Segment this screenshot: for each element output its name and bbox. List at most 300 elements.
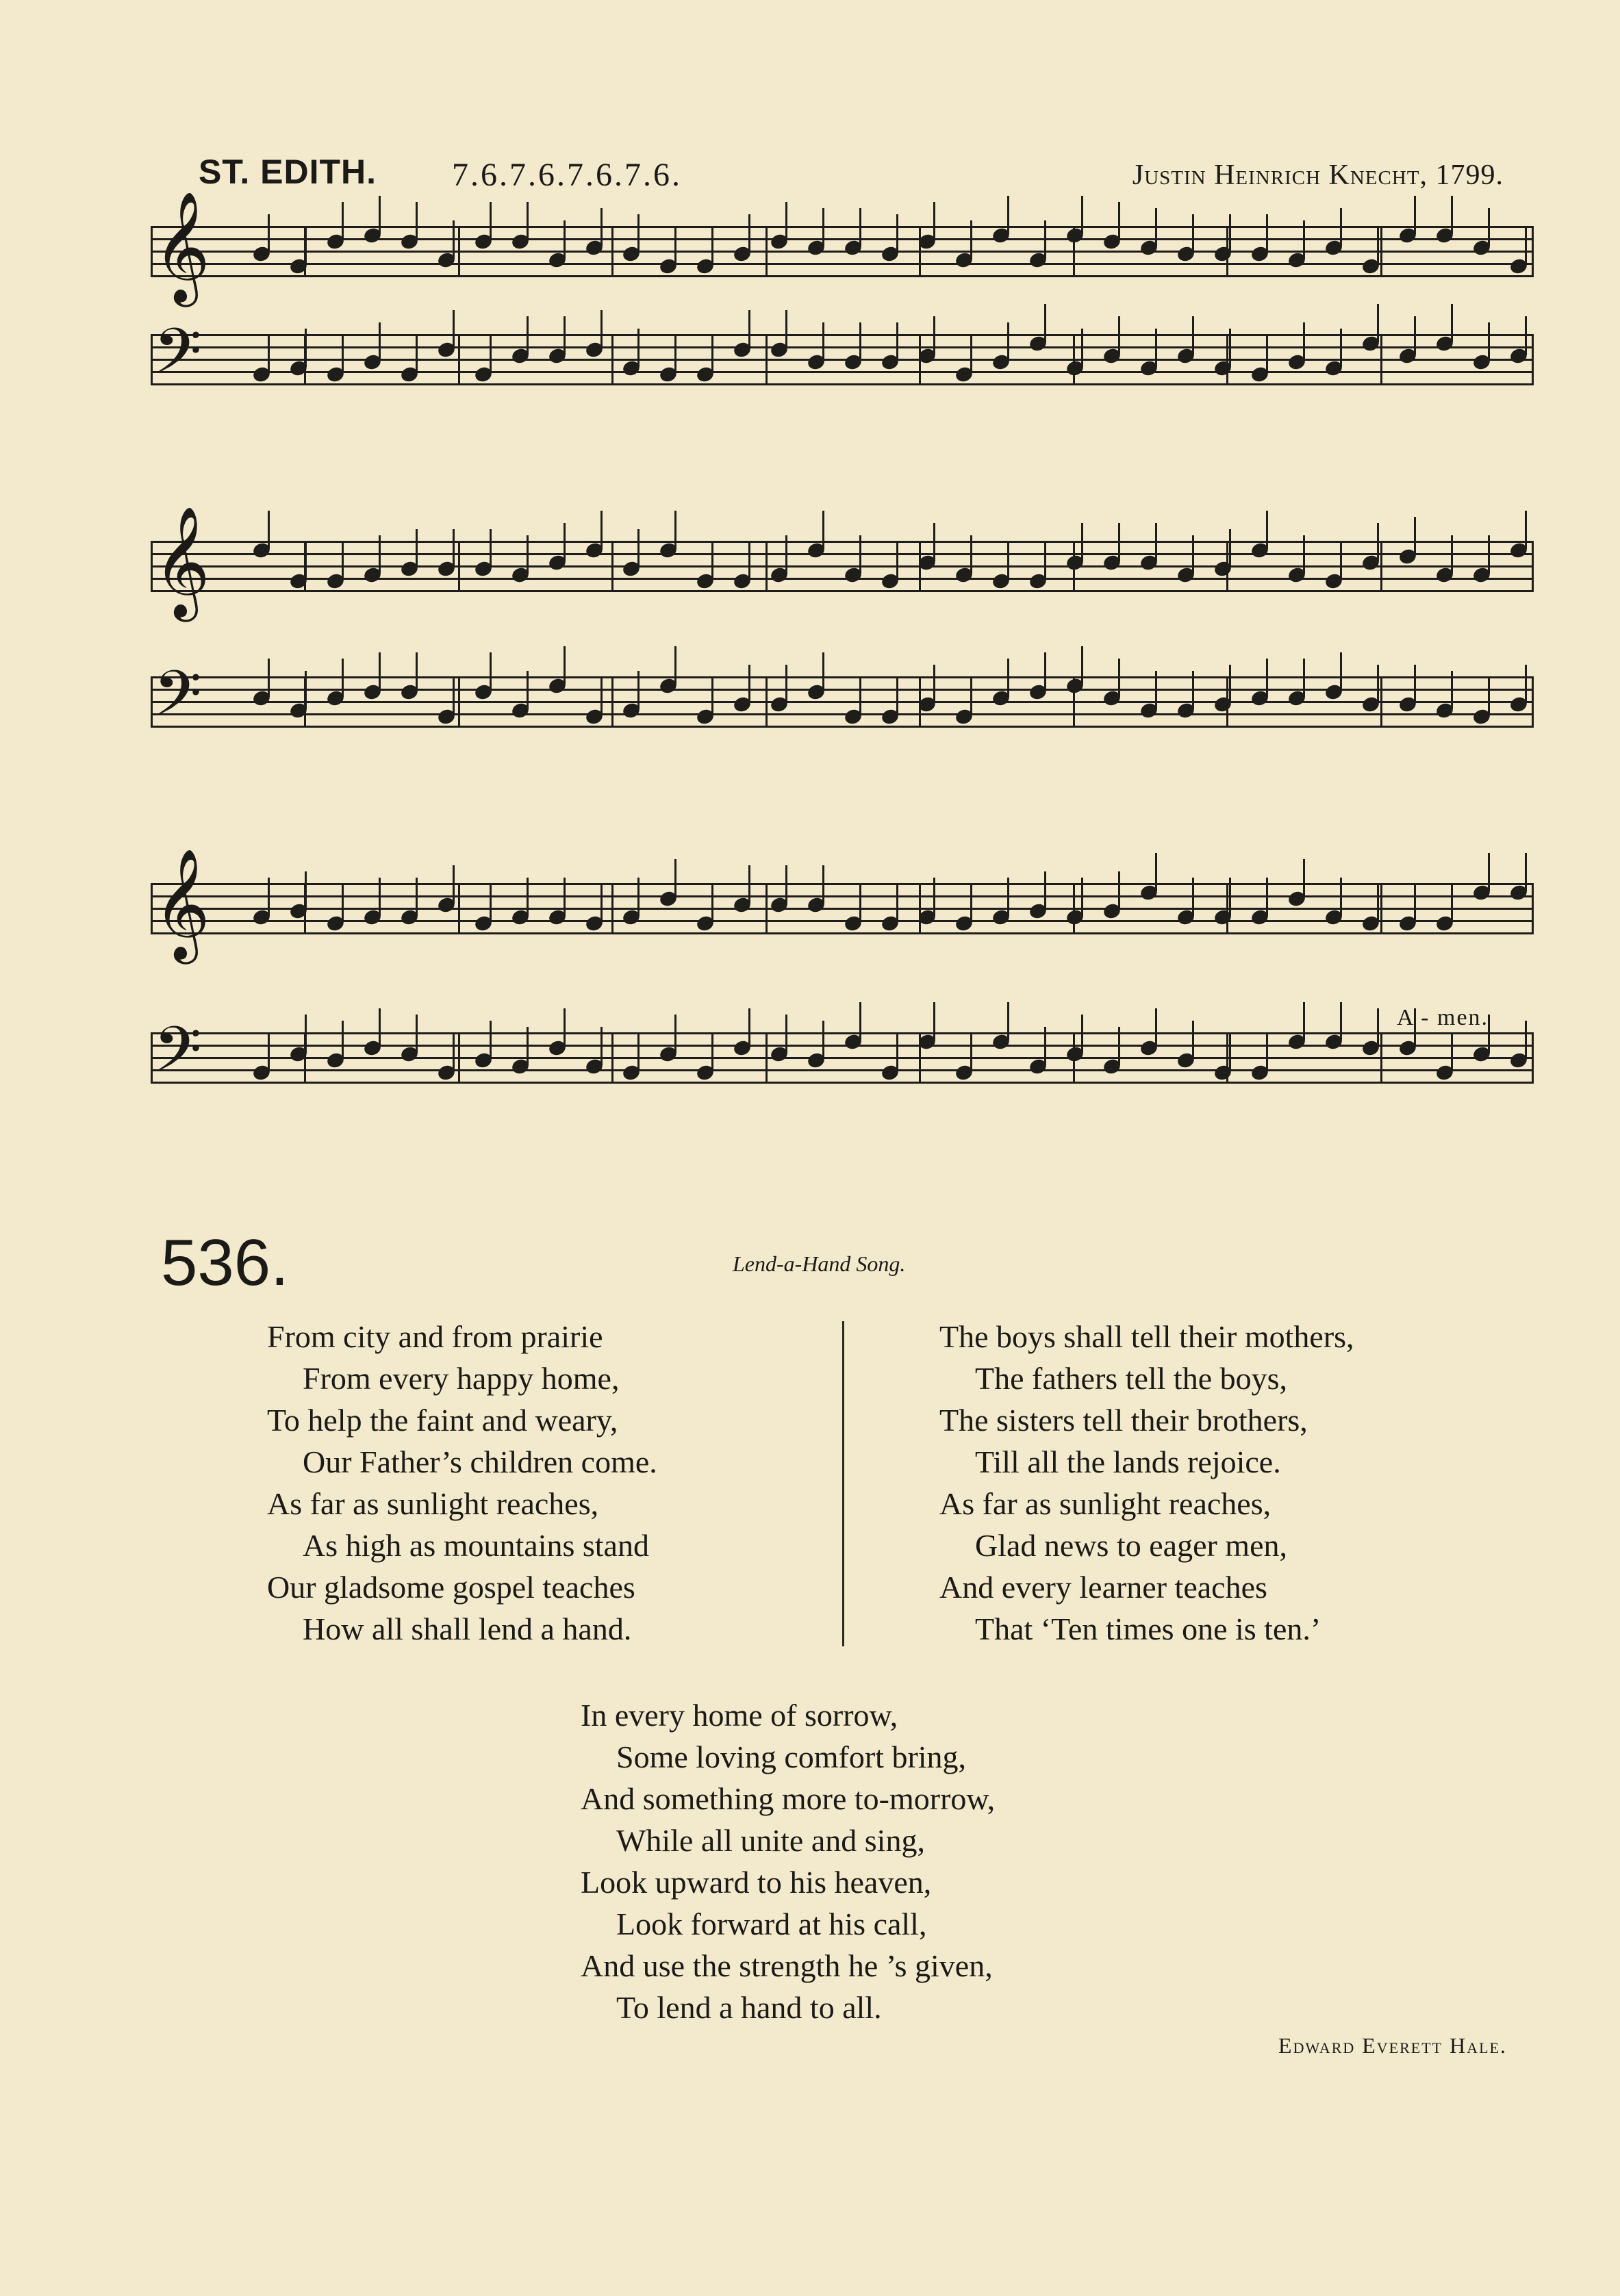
staff-line: [151, 541, 1534, 543]
note-stem: [674, 335, 676, 373]
verse-line: Till all the lands rejoice.: [975, 1444, 1281, 1479]
note-stem: [453, 310, 455, 348]
barline: [1226, 676, 1228, 728]
barline: [611, 226, 613, 277]
note-stem: [859, 677, 861, 715]
note-stem: [1044, 871, 1046, 910]
note-stem: [342, 335, 344, 373]
note-stem: [527, 1027, 529, 1065]
note-stem: [342, 541, 344, 580]
barline: [611, 676, 613, 728]
note-stem: [1007, 878, 1009, 916]
note-stem: [1451, 884, 1453, 922]
note-stem: [490, 884, 492, 922]
verse-1: [267, 1316, 657, 1650]
note-stem: [1303, 322, 1305, 361]
note-stem: [490, 529, 492, 567]
note-stem: [970, 220, 972, 259]
barline: [151, 226, 153, 277]
note-stem: [785, 1015, 787, 1053]
note-stem: [711, 227, 713, 265]
note-stem: [785, 310, 787, 348]
note-stem: [564, 523, 566, 561]
note-stem: [1081, 329, 1083, 367]
note-stem: [859, 884, 861, 922]
note-stem: [268, 659, 270, 697]
note-stem: [785, 202, 787, 240]
note-stem: [379, 1008, 381, 1047]
note-stem: [1451, 1033, 1453, 1071]
staff-line: [151, 553, 1534, 555]
verse-line: Look forward at his call,: [616, 1906, 927, 1941]
note-stem: [1525, 853, 1527, 891]
verse-line: And something more to-morrow,: [581, 1781, 996, 1816]
barline: [765, 1032, 768, 1084]
verse-line: While all unite and sing,: [616, 1823, 925, 1858]
note-stem: [1044, 652, 1046, 691]
barline: [151, 334, 153, 385]
note-stem: [896, 884, 898, 922]
note-stem: [600, 208, 603, 246]
note-stem: [490, 202, 492, 240]
note-stem: [1229, 214, 1231, 253]
note-stem: [674, 1015, 676, 1053]
note-stem: [896, 322, 898, 361]
treble-clef-icon: 𝄞: [153, 852, 210, 958]
staff-line: [151, 1082, 1534, 1084]
note-stem: [1340, 208, 1342, 246]
note-stem: [1377, 227, 1379, 265]
treble-clef-icon: 𝄞: [153, 194, 210, 301]
note-stem: [416, 335, 418, 373]
note-stem: [1155, 329, 1157, 367]
note-stem: [1340, 329, 1342, 367]
note-stem: [859, 1002, 861, 1041]
note-stem: [1118, 316, 1120, 355]
note-stem: [268, 878, 270, 916]
verse-line: To help the faint and weary,: [267, 1403, 618, 1438]
barline: [151, 676, 153, 728]
note-stem: [453, 865, 455, 904]
barline: [304, 883, 306, 934]
note-stem: [822, 511, 824, 549]
barline: [919, 541, 921, 592]
note-stem: [1081, 523, 1083, 561]
note-stem: [1229, 665, 1231, 703]
note-stem: [342, 1021, 344, 1059]
hymn-author: Edward Everett Hale.: [1278, 2033, 1507, 2058]
note-stem: [1229, 878, 1231, 916]
note-stem: [785, 665, 787, 703]
staff-line: [151, 275, 1534, 277]
barline: [151, 883, 153, 934]
tune-header: [0, 152, 1620, 200]
verse-line: Look upward to his heaven,: [581, 1865, 932, 1900]
note-stem: [1377, 523, 1379, 561]
note-stem: [490, 652, 492, 691]
note-stem: [1229, 1033, 1231, 1071]
music-system-3: [151, 852, 1534, 1150]
note-stem: [637, 878, 640, 916]
note-stem: [268, 511, 270, 549]
note-stem: [416, 1015, 418, 1053]
tune-meter: 7.6.7.6.7.6.7.6.: [452, 157, 682, 193]
note-stem: [637, 529, 640, 567]
note-stem: [453, 1033, 455, 1071]
tune-composer: Justin Heinrich Knecht, 1799.: [1132, 160, 1504, 191]
verse-line: As far as sunlight reaches,: [267, 1486, 599, 1521]
staff-line: [151, 1069, 1534, 1071]
verse-3: [581, 1694, 995, 2028]
note-stem: [600, 310, 603, 348]
note-stem: [416, 529, 418, 567]
note-stem: [1377, 884, 1379, 922]
note-stem: [933, 1002, 935, 1041]
note-stem: [1525, 511, 1527, 549]
note-stem: [1451, 304, 1453, 342]
barline: [1380, 226, 1382, 277]
note-stem: [748, 1008, 750, 1047]
barline: [458, 676, 460, 728]
barline: [1073, 226, 1075, 277]
barline: [765, 883, 768, 934]
note-stem: [379, 322, 381, 361]
verse-line: In every home of sorrow,: [581, 1698, 898, 1733]
note-stem: [342, 884, 344, 922]
note-stem: [379, 196, 381, 234]
note-stem: [1007, 196, 1009, 234]
barline: [1073, 334, 1075, 385]
barline: [1226, 226, 1228, 277]
verse-line: To lend a hand to all.: [616, 1990, 882, 2025]
note-stem: [1192, 535, 1194, 574]
barline: [458, 1032, 460, 1084]
note-stem: [1414, 316, 1416, 355]
note-stem: [1451, 671, 1453, 709]
verse-line: Some loving comfort bring,: [616, 1739, 967, 1774]
staff-line: [151, 701, 1534, 703]
note-stem: [1192, 671, 1194, 709]
note-stem: [1081, 878, 1083, 916]
note-stem: [490, 335, 492, 373]
note-stem: [970, 677, 972, 715]
note-stem: [564, 646, 566, 685]
barline: [765, 334, 768, 385]
note-stem: [748, 310, 750, 348]
barline: [919, 226, 921, 277]
tune-name: ST. EDITH.: [199, 153, 377, 191]
note-stem: [711, 335, 713, 373]
note-stem: [711, 677, 713, 715]
note-stem: [970, 1033, 972, 1071]
note-stem: [1303, 220, 1305, 259]
note-stem: [564, 1008, 566, 1047]
barline: [765, 226, 768, 277]
barline: [1073, 883, 1075, 934]
note-stem: [674, 227, 676, 265]
note-stem: [1007, 659, 1009, 697]
note-stem: [1155, 671, 1157, 709]
note-stem: [453, 677, 455, 715]
note-stem: [711, 541, 713, 580]
note-stem: [416, 652, 418, 691]
staff-line: [151, 1057, 1534, 1059]
barline: [611, 1032, 613, 1084]
note-stem: [748, 541, 750, 580]
barline: [1226, 883, 1228, 934]
note-stem: [1044, 541, 1046, 580]
staff-line: [151, 932, 1534, 934]
note-stem: [1303, 659, 1305, 697]
note-stem: [379, 535, 381, 574]
staff-line: [151, 908, 1534, 910]
bass-clef-icon: 𝄢: [153, 318, 202, 401]
verse-line: That ‘Ten times one is ten.’: [975, 1611, 1321, 1646]
staff-line: [151, 883, 1534, 885]
barline: [1532, 676, 1534, 728]
note-stem: [1118, 202, 1120, 240]
note-stem: [1525, 227, 1527, 265]
bass-clef-icon: 𝄢: [153, 1016, 202, 1099]
barline: [151, 541, 153, 592]
note-stem: [1266, 335, 1268, 373]
note-stem: [674, 511, 676, 549]
note-stem: [1118, 1027, 1120, 1065]
staff-line: [151, 334, 1534, 336]
barline: [919, 334, 921, 385]
barline: [304, 226, 306, 277]
note-stem: [711, 1033, 713, 1071]
note-stem: [1044, 1027, 1046, 1065]
barline: [458, 334, 460, 385]
staff-line: [151, 565, 1534, 567]
barline: [919, 1032, 921, 1084]
barline: [1532, 883, 1534, 934]
barline: [919, 883, 921, 934]
note-stem: [379, 652, 381, 691]
barline: [1532, 226, 1534, 277]
note-stem: [822, 652, 824, 691]
barline: [1532, 541, 1534, 592]
note-stem: [1488, 853, 1490, 891]
note-stem: [1192, 316, 1194, 355]
barline: [1532, 1032, 1534, 1084]
note-stem: [711, 884, 713, 922]
note-stem: [674, 646, 676, 685]
note-stem: [637, 329, 640, 367]
note-stem: [637, 671, 640, 709]
note-stem: [1266, 878, 1268, 916]
note-stem: [564, 878, 566, 916]
note-stem: [1007, 1002, 1009, 1041]
note-stem: [1266, 659, 1268, 697]
hymn-number: 536.: [161, 1226, 289, 1299]
staff-line: [151, 383, 1534, 385]
note-stem: [416, 878, 418, 916]
verse-line: Our Father’s children come.: [303, 1444, 657, 1479]
amen-text: A - men.: [1397, 1005, 1489, 1030]
note-stem: [1229, 529, 1231, 567]
note-stem: [1118, 523, 1120, 561]
note-stem: [1303, 535, 1305, 574]
note-stem: [1155, 523, 1157, 561]
note-stem: [1118, 871, 1120, 910]
note-stem: [1155, 208, 1157, 246]
note-stem: [970, 535, 972, 574]
note-stem: [600, 677, 603, 715]
note-stem: [1488, 535, 1490, 574]
note-stem: [564, 316, 566, 355]
barline: [1380, 1032, 1382, 1084]
note-stem: [1377, 304, 1379, 342]
note-stem: [1118, 659, 1120, 697]
note-stem: [379, 878, 381, 916]
note-stem: [1340, 1002, 1342, 1041]
note-stem: [1414, 884, 1416, 922]
note-stem: [748, 665, 750, 703]
barline: [765, 676, 768, 728]
note-stem: [859, 535, 861, 574]
barline: [765, 541, 768, 592]
note-stem: [933, 878, 935, 916]
note-stem: [1525, 1021, 1527, 1059]
note-stem: [637, 214, 640, 253]
note-stem: [342, 202, 344, 240]
note-stem: [1303, 859, 1305, 897]
note-stem: [1488, 322, 1490, 361]
note-stem: [1525, 316, 1527, 355]
note-stem: [564, 220, 566, 259]
note-stem: [1007, 541, 1009, 580]
note-stem: [637, 1033, 640, 1071]
barline: [611, 334, 613, 385]
note-stem: [896, 677, 898, 715]
verse-line: Glad news to eager men,: [975, 1528, 1288, 1563]
note-stem: [600, 511, 603, 549]
note-stem: [268, 214, 270, 253]
barline: [611, 883, 613, 934]
note-stem: [268, 335, 270, 373]
note-stem: [1377, 1008, 1379, 1047]
note-stem: [268, 1033, 270, 1071]
staff-line: [151, 726, 1534, 728]
note-stem: [1081, 646, 1083, 685]
verse-2: [939, 1316, 1354, 1650]
note-stem: [1451, 535, 1453, 574]
note-stem: [1229, 329, 1231, 367]
note-stem: [1414, 196, 1416, 234]
note-stem: [896, 1033, 898, 1071]
note-stem: [1414, 665, 1416, 703]
note-stem: [933, 523, 935, 561]
verse-line: As high as mountains stand: [303, 1528, 649, 1563]
verse-divider: [842, 1321, 844, 1646]
note-stem: [970, 335, 972, 373]
barline: [458, 226, 460, 277]
note-stem: [1266, 511, 1268, 549]
note-stem: [1081, 1015, 1083, 1053]
note-stem: [527, 535, 529, 574]
note-stem: [933, 316, 935, 355]
note-stem: [527, 316, 529, 355]
note-stem: [490, 1021, 492, 1059]
barline: [458, 541, 460, 592]
staff-line: [151, 713, 1534, 715]
note-stem: [527, 202, 529, 240]
barline: [1073, 541, 1075, 592]
staff-line: [151, 346, 1534, 348]
music-system-2: [151, 509, 1534, 794]
barline: [1380, 676, 1382, 728]
note-stem: [1340, 652, 1342, 691]
note-stem: [822, 208, 824, 246]
note-stem: [785, 865, 787, 904]
note-stem: [1081, 196, 1083, 234]
verse-line: As far as sunlight reaches,: [939, 1486, 1271, 1521]
staff-line: [151, 226, 1534, 228]
barline: [1380, 541, 1382, 592]
staff-line: [151, 1032, 1534, 1034]
staff-line: [151, 590, 1534, 592]
barline: [304, 334, 306, 385]
barline: [304, 676, 306, 728]
verse-line: The fathers tell the boys,: [975, 1361, 1288, 1396]
note-stem: [527, 878, 529, 916]
barline: [611, 541, 613, 592]
barline: [1073, 1032, 1075, 1084]
note-stem: [453, 529, 455, 567]
barline: [919, 676, 921, 728]
verse-line: Our gladsome gospel teaches: [267, 1570, 635, 1605]
barline: [151, 1032, 153, 1084]
note-stem: [600, 884, 603, 922]
staff-line: [151, 238, 1534, 240]
note-stem: [1155, 1008, 1157, 1047]
verse-line: And every learner teaches: [939, 1570, 1267, 1605]
note-stem: [896, 214, 898, 253]
note-stem: [970, 884, 972, 922]
verse-line: From every happy home,: [303, 1361, 620, 1396]
note-stem: [453, 220, 455, 259]
barline: [304, 541, 306, 592]
note-stem: [1155, 853, 1157, 891]
note-stem: [600, 1027, 603, 1065]
staff-line: [151, 676, 1534, 678]
note-stem: [1266, 214, 1268, 253]
note-stem: [342, 659, 344, 697]
barline: [458, 883, 460, 934]
staff-line: [151, 359, 1534, 361]
barline: [1073, 676, 1075, 728]
staff-line: [151, 263, 1534, 265]
barline: [1226, 1032, 1228, 1084]
note-stem: [1192, 1021, 1194, 1059]
music-system-1: [151, 194, 1534, 452]
barline: [1226, 541, 1228, 592]
verse-line: The boys shall tell their mothers,: [939, 1319, 1354, 1354]
note-stem: [822, 865, 824, 904]
bass-clef-icon: 𝄢: [153, 660, 202, 743]
note-stem: [1414, 517, 1416, 555]
note-stem: [1192, 214, 1194, 253]
note-stem: [1192, 878, 1194, 916]
note-stem: [859, 208, 861, 246]
note-stem: [822, 322, 824, 361]
note-stem: [674, 859, 676, 897]
note-stem: [1488, 677, 1490, 715]
note-stem: [1303, 1002, 1305, 1041]
note-stem: [1044, 304, 1046, 342]
